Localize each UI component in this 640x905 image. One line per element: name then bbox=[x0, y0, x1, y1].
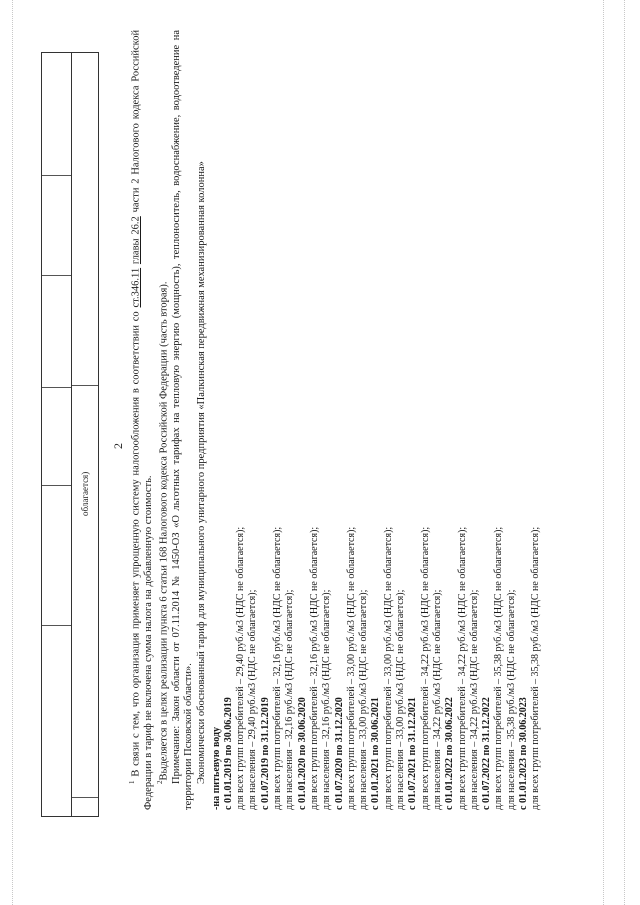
footnote-1-mark: 1 bbox=[128, 780, 136, 784]
period-title: с 01.01.2020 по 30.06.2020 bbox=[296, 697, 308, 810]
tariff-population: для населения – 32,16 руб./м3 (НДС не облагается); bbox=[321, 589, 333, 810]
tariff-all-consumers: для всех групп потребителей – 33,00 руб./м3 (НДС не облагается); bbox=[345, 526, 357, 810]
period-title: с 01.01.2019 по 30.06.2019 bbox=[222, 697, 234, 810]
tariff-period-block bbox=[370, 30, 407, 810]
tariff-all-consumers: для всех групп потребителей – 35,38 руб./м3 (НДС не облагается); bbox=[530, 526, 542, 810]
tariff-all-consumers: для всех групп потребителей – 29,40 руб./м3 (НДС не облагается); bbox=[235, 526, 247, 810]
tariff-population: для населения – 33,00 руб./м3 (НДС не облагается); bbox=[358, 589, 370, 810]
tariff-all-consumers: для всех групп потребителей – 34,22 руб./м3 (НДС не облагается); bbox=[456, 526, 468, 810]
note-paragraph: Примечание: Закон области от 07.11.2014 № 1450-ОЗ «О льготных тарифах на тепловую энергию (мощность), теплоноситель, водоснабжение, водоотведение на территории Псковской области». bbox=[170, 30, 195, 810]
period-title: с 01.07.2020 по 31.12.2020 bbox=[333, 697, 345, 810]
table-cell-text: облагается) bbox=[80, 471, 90, 516]
footnote-2-mark: 2 bbox=[155, 780, 164, 784]
period-title: с 01.01.2021 по 30.06.2021 bbox=[370, 697, 382, 810]
footnote-2-text: Выделяется в целях реализации пункта 6 статьи 168 Налогового кодекса Российской Федерации (часть вторая). bbox=[158, 281, 170, 781]
tariff-population: для населения – 34,22 руб./м3 (НДС не облагается); bbox=[431, 589, 443, 810]
table-bottom-row bbox=[71, 52, 99, 817]
footnote-1-part: части 2 bbox=[130, 178, 142, 213]
tariff-period-block bbox=[518, 30, 543, 810]
tariff-all-consumers: для всех групп потребителей – 32,16 руб./м3 (НДС не облагается); bbox=[308, 526, 320, 810]
period-title: с 01.07.2021 по 31.12.2021 bbox=[407, 697, 419, 810]
period-title: с 01.07.2019 по 31.12.2019 bbox=[259, 697, 271, 810]
footnote-2 bbox=[156, 30, 171, 810]
footnote-1-text: В связи с тем, что организация применяет упрощенную систему налогообложения в соответствии со bbox=[130, 311, 142, 777]
tariff-population: для населения – 29,40 руб./м3 (НДС не облагается); bbox=[247, 589, 259, 810]
tariff-period-block bbox=[260, 30, 297, 810]
footnote-1-link-chapter[interactable]: главы 26.2 bbox=[130, 216, 142, 265]
document-body bbox=[102, 30, 543, 810]
tariff-all-consumers: для всех групп потребителей – 35,38 руб./м3 (НДС не облагается); bbox=[493, 526, 505, 810]
tariff-population: для населения – 32,16 руб./м3 (НДС не облагается); bbox=[284, 589, 296, 810]
footnote-1-link-article[interactable]: ст.346.11 bbox=[130, 267, 142, 308]
period-title: с 01.01.2022 по 30.06.2022 bbox=[444, 697, 456, 810]
tariff-period-block bbox=[444, 30, 481, 810]
tariff-period-block bbox=[407, 30, 444, 810]
period-title: с 01.07.2022 по 31.12.2022 bbox=[481, 697, 493, 810]
tariff-list bbox=[211, 30, 543, 810]
footnote-1-text-cont: Налогового кодекса Российской Федерации в тариф не включена сумма налога на добавленную стоимость. bbox=[130, 29, 155, 810]
footnote-1 bbox=[128, 30, 156, 810]
tariff-period-block bbox=[223, 30, 260, 810]
tariff-all-consumers: для всех групп потребителей – 32,16 руб./м3 (НДС не облагается); bbox=[272, 526, 284, 810]
period-title: с 01.01.2023 по 30.06.2023 bbox=[517, 697, 529, 810]
tariff-period-block bbox=[334, 30, 371, 810]
tariff-period-block bbox=[481, 30, 518, 810]
table-top-row bbox=[41, 52, 72, 817]
tariff-all-consumers: для всех групп потребителей – 33,00 руб./м3 (НДС не облагается); bbox=[382, 526, 394, 810]
tariff-population: для населения – 35,38 руб./м3 (НДС не облагается); bbox=[505, 589, 517, 810]
econ-tariff-paragraph: Экономически обоснованный тариф для муниципального унитарного предприятия «Палкинская передвижная механизированная колонна» bbox=[195, 161, 207, 784]
tariff-period-block bbox=[297, 30, 334, 810]
tariff-heading: -на питьевую воду bbox=[210, 726, 222, 810]
tariff-population: для населения – 34,22 руб./м3 (НДС не облагается); bbox=[468, 589, 480, 810]
tariff-population: для населения – 33,00 руб./м3 (НДС не облагается); bbox=[395, 589, 407, 810]
page-number: 2 bbox=[111, 443, 125, 449]
tariff-all-consumers: для всех групп потребителей – 34,22 руб./м3 (НДС не облагается); bbox=[419, 526, 431, 810]
